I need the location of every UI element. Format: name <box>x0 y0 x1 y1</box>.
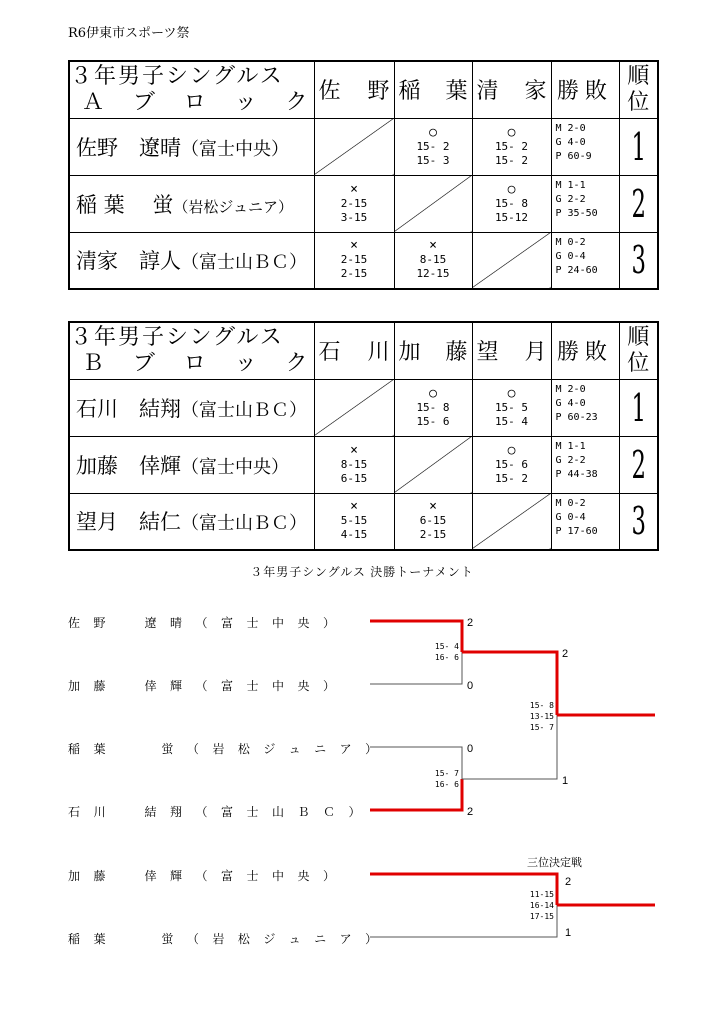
match-score: 0 <box>467 743 474 755</box>
block-b-title-line1: ３年男子シングルス <box>70 324 284 350</box>
game-score: 15- 2 <box>416 139 450 153</box>
col-header-1: 稲 葉 <box>394 61 472 118</box>
result-mark: × <box>350 499 358 515</box>
game-score: 15- 5 <box>494 400 529 414</box>
player-name: 清家 諄人 <box>76 249 181 274</box>
match-score: 1 <box>562 775 569 787</box>
result-mark: × <box>429 499 437 515</box>
rank-value: 3 <box>630 238 646 283</box>
third-place-title: 三位決定戦 <box>527 857 582 869</box>
player-team: （富士山ＢＣ） <box>181 513 307 535</box>
match-score: 2 <box>467 806 474 818</box>
game-score: 12-15 <box>416 267 450 281</box>
match-record: M 0-2 <box>555 497 586 509</box>
col-header-2: 清 家 <box>472 61 551 118</box>
result-mark: × <box>350 238 358 254</box>
point-record: P 60-23 <box>555 411 598 423</box>
block-b-letter: ブ <box>132 350 155 376</box>
player-name: 稲 葉 蛍 <box>76 192 174 217</box>
game-score: 5-15 <box>340 514 368 528</box>
col-header-1: 加 藤 <box>394 322 472 379</box>
game-score: 15- 4 <box>494 414 529 428</box>
match-record: M 1-1 <box>555 440 586 452</box>
rank-value: 1 <box>630 385 646 430</box>
point-record: P 24-60 <box>555 264 598 276</box>
rank-header: 順 位 <box>619 322 658 379</box>
block-a-title-line1: ３年男子シングルス <box>70 63 284 89</box>
game-score: 16- 6 <box>434 653 459 662</box>
rank-value: 1 <box>630 124 646 169</box>
player-name: 望月 結仁 <box>76 510 181 535</box>
game-score: 16- 6 <box>434 780 459 789</box>
bracket-title: ３年男子シングルス 決勝トーナメント <box>250 565 474 579</box>
match-record: M 2-0 <box>555 122 586 134</box>
game-record: G 0-4 <box>555 250 586 262</box>
game-score: 6-15 <box>419 514 447 528</box>
col-header-0: 佐 野 <box>314 61 394 118</box>
bracket-entry-1: 佐野 遼晴（富士中央） <box>68 616 349 630</box>
match-record: M 0-2 <box>555 236 586 248</box>
game-score: 8-15 <box>419 253 447 267</box>
result-mark: × <box>350 181 358 197</box>
rank-value: 2 <box>630 181 646 226</box>
match-record: M 2-0 <box>555 383 586 395</box>
rank-value: 3 <box>630 499 646 544</box>
block-a-letter: Ａ <box>82 89 105 115</box>
game-score: 15- 7 <box>529 723 554 732</box>
game-score: 15- 7 <box>434 769 459 778</box>
block-b-letter: ロ <box>183 350 206 376</box>
win-loss-header: 勝敗 <box>551 61 619 118</box>
game-score: 6-15 <box>340 471 368 485</box>
game-score: 16-14 <box>529 901 554 910</box>
game-score: 15- 8 <box>416 400 450 414</box>
rank-value: 2 <box>630 442 646 487</box>
result-mark: ○ <box>429 385 437 401</box>
result-mark: × <box>350 442 358 458</box>
match-score: 2 <box>562 648 569 660</box>
result-mark: ○ <box>507 385 516 401</box>
game-score: 2-15 <box>340 253 368 267</box>
third-entry-2: 稲葉 蛍（岩松ジュニア） <box>68 932 391 946</box>
point-record: P 35-50 <box>555 207 598 219</box>
player-name: 石川 結翔 <box>76 396 181 421</box>
player-team: （富士山ＢＣ） <box>181 252 307 274</box>
player-team: （富士中央） <box>181 138 289 160</box>
result-mark: ○ <box>429 124 437 140</box>
game-score: 15- 4 <box>434 642 459 651</box>
game-score: 15- 8 <box>529 701 554 710</box>
result-mark: × <box>429 238 437 254</box>
rank-header: 順 位 <box>619 61 658 118</box>
game-record: G 4-0 <box>555 136 586 148</box>
game-score: 17-15 <box>529 912 554 921</box>
win-loss-header: 勝敗 <box>551 322 619 379</box>
game-score: 15- 3 <box>416 153 450 167</box>
game-score: 4-15 <box>340 528 368 542</box>
game-record: G 0-4 <box>555 511 586 523</box>
game-score: 15- 8 <box>494 196 529 210</box>
result-mark: ○ <box>507 181 516 197</box>
block-a-letter: ク <box>285 89 308 115</box>
player-team: （岩松ジュニア） <box>173 197 294 216</box>
game-score: 11-15 <box>529 890 554 899</box>
match-score: 0 <box>467 680 474 692</box>
point-record: P 44-38 <box>555 468 598 480</box>
block-b-letter: ッ <box>234 350 257 376</box>
game-score: 8-15 <box>340 457 368 471</box>
game-score: 15-12 <box>494 210 529 224</box>
result-mark: ○ <box>507 124 516 140</box>
game-score: 15- 2 <box>494 153 529 167</box>
bracket-entry-3: 稲葉 蛍（岩松ジュニア） <box>68 742 391 756</box>
game-score: 15- 2 <box>494 139 529 153</box>
player-name: 佐野 遼晴 <box>76 135 181 160</box>
game-score: 15- 2 <box>494 471 529 485</box>
match-score: 2 <box>467 617 474 629</box>
result-mark: ○ <box>507 442 516 458</box>
game-score: 2-15 <box>419 528 447 542</box>
game-score: 3-15 <box>340 210 368 224</box>
col-header-0: 石 川 <box>314 322 394 379</box>
block-b-letter: Ｂ <box>82 350 105 376</box>
point-record: P 60-9 <box>555 150 592 162</box>
match-score: 2 <box>565 876 572 888</box>
point-record: P 17-60 <box>555 525 598 537</box>
player-team: （富士山ＢＣ） <box>181 399 307 421</box>
bracket-entry-4: 石川 結翔（富士山ＢＣ） <box>68 805 375 819</box>
game-score: 15- 6 <box>494 457 529 471</box>
bracket-entry-2: 加藤 倖輝（富士中央） <box>68 679 349 693</box>
game-record: G 2-2 <box>555 193 586 205</box>
document-title: R6伊東市スポーツ祭 <box>68 26 190 41</box>
block-a-letter: ブ <box>132 89 155 115</box>
block-a-letter: ッ <box>234 89 257 115</box>
block-b-letter: ク <box>285 350 308 376</box>
game-score: 2-15 <box>340 267 368 281</box>
match-record: M 1-1 <box>555 179 586 191</box>
player-name: 加藤 倖輝 <box>76 453 181 478</box>
col-header-2: 望 月 <box>472 322 551 379</box>
game-score: 2-15 <box>340 196 368 210</box>
player-team: （富士中央） <box>181 456 289 478</box>
game-record: G 2-2 <box>555 454 586 466</box>
match-score: 1 <box>565 927 572 939</box>
game-score: 13-15 <box>529 712 554 721</box>
game-record: G 4-0 <box>555 397 586 409</box>
third-entry-1: 加藤 倖輝（富士中央） <box>68 869 349 883</box>
game-score: 15- 6 <box>416 414 450 428</box>
block-a-letter: ロ <box>183 89 206 115</box>
